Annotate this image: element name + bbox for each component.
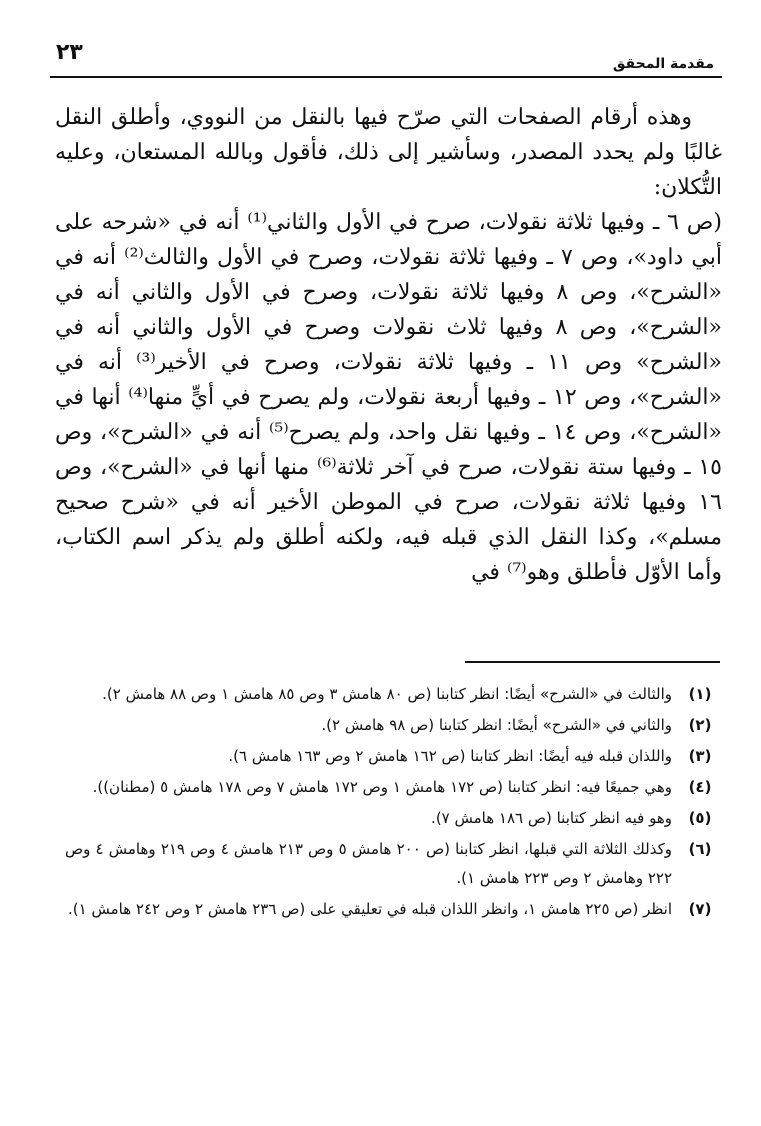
footnotes (65, 680, 720, 926)
intro-paragraph: وهذه أرقام الصفحات التي صرّح فيها بالنقل من النووي، وأطلق النقل غالبًا ولم يحدد المصدر، وسأشير إلى ذلك، فأقول وبالله المستعان، وعليه التُّكلان: (55, 105, 722, 200)
footnote-number: (٦) (688, 840, 712, 858)
footnote-item (65, 742, 720, 771)
footnote-item (65, 895, 720, 924)
footnote-text: والثالث في «الشرح» أيضًا: انظر كتابنا (ص ٨٠ هامش ٣ وص ٨٥ هامش ١ وص ٨٨ هامش ٢). (102, 685, 672, 703)
footnote-number: (٥) (688, 809, 712, 827)
footnote-item (65, 711, 720, 740)
footnote-text: وهو فيه انظر كتابنا (ص ١٨٦ هامش ٧). (431, 809, 672, 827)
header-divider (50, 76, 722, 78)
footnote-item (65, 804, 720, 833)
footnote-text: وكذلك الثلاثة التي قبلها، انظر كتابنا (ص ٢٠٠ هامش ٥ وص ٢١٣ هامش ٤ وص ٢١٩ وهامش ٤ وص ٢٢٢ وهامش ٢ وص ٢٢٣ هامش ١). (65, 840, 672, 887)
footnote-text: انظر (ص ٢٢٥ هامش ١، وانظر اللذان قبله في تعليقي على (ص ٢٣٦ هامش ٢ وص ٢٤٢ هامش ١). (68, 900, 672, 918)
section-title: مقدمة المحقق (612, 56, 714, 72)
footnote-text: وهي جميعًا فيه: انظر كتابنا (ص ١٧٢ هامش ١ وص ١٧٢ هامش ٧ وص ١٧٨ هامش ٥ (مطنان)). (92, 778, 672, 796)
footnote-item (65, 835, 720, 893)
footnote-number: (١) (688, 685, 712, 703)
main-text (55, 100, 722, 590)
footnote-number: (٣) (688, 747, 712, 765)
footnote-number: (٢) (688, 716, 712, 734)
footnote-text: والثاني في «الشرح» أيضًا: انظر كتابنا (ص ٩٨ هامش ٢). (321, 716, 672, 734)
footnote-number: (٧) (688, 900, 712, 918)
footnote-text: واللذان قبله فيه أيضًا: انظر كتابنا (ص ١٦٢ هامش ٢ وص ١٦٣ هامش ٦). (228, 747, 672, 765)
footnote-item (65, 773, 720, 802)
footnote-item (65, 680, 720, 709)
footnote-number: (٤) (688, 778, 712, 796)
page-references-paragraph: (ص ٦ ـ وفيها ثلاثة نقولات، صرح في الأول والثاني⁽¹⁾ أنه في «شرحه على أبي داود»، وص ٧ ـ وفيها ثلاثة نقولات، وصرح في الأول والثالث⁽²⁾ أنه في «الشرح»، وص ٨ وفيها ثلاثة نقولات، وصرح في الأول والثاني أنه في «الشرح»، وص ٨ وفيها ثلاث نقولات وصرح في الأول والثاني أنه في «الشرح» وص ١١ ـ وفيها ثلاثة نقولات، وصرح في الأخير⁽³⁾ أنه في «الشرح»، وص ١٢ ـ وفيها أربعة نقولات، ولم يصرح في أيٍّ منها⁽⁴⁾ أنها في «الشرح»، وص ١٤ ـ وفيها نقل واحد، ولم يصرح⁽⁵⁾ أنه في «الشرح»، وص ١٥ ـ وفيها ستة نقولات، صرح في آخر ثلاثة⁽⁶⁾ منها أنها في «الشرح»، وص ١٦ وفيها ثلاثة نقولات، صرح في الموطن الأخير أنه في «شرح صحيح مسلم»، وكذا النقل الذي قبله فيه، ولكنه أطلق ولم يذكر اسم الكتاب، وأما الأوّل فأطلق وهو⁽⁷⁾ في (55, 210, 722, 585)
page-number: ٢٣ (56, 40, 83, 65)
footnote-divider (465, 661, 720, 663)
page-header (50, 40, 722, 80)
